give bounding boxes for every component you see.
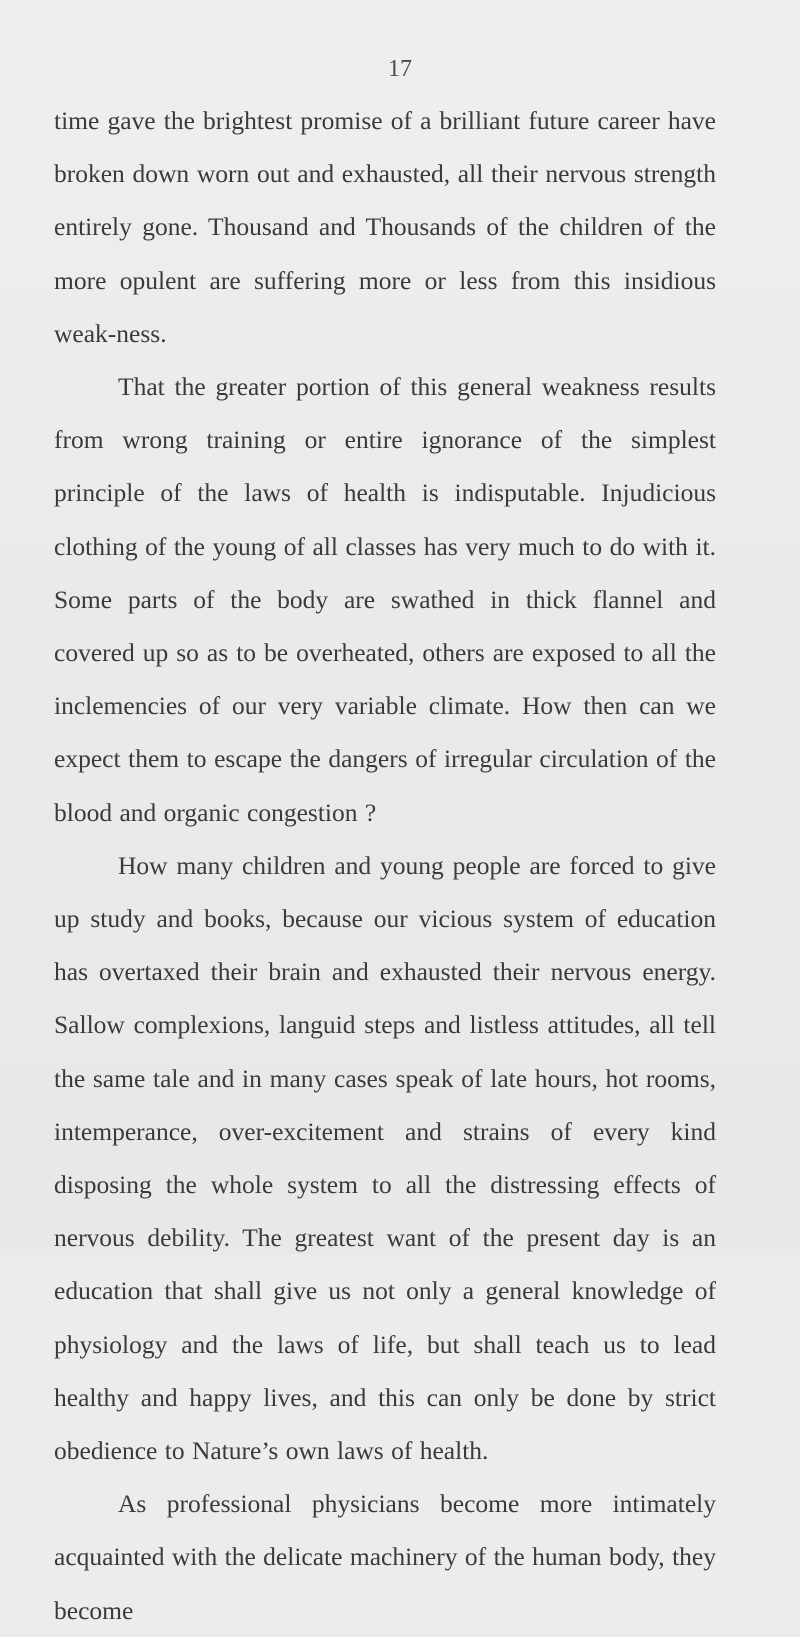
paragraph-general-weakness: That the greater portion of this general weakness results from wrong training or entire ignorance of the simplest principle of the laws of health is indisputable. Injudicious clothing of the young of all classes has very much to do with it. Some parts of the body are swathed in thick flannel and covered up so as to be overheated, others are exposed to all the inclemencies of our very variable climate. How then can we expect them to escape the dangers of irregular circulation of the blood and organic congestion ? <box>54 372 716 827</box>
page-number: 17 <box>388 56 412 82</box>
paragraph-education: How many children and young people are forced to give up study and books, because our vicious system of education has overtaxed their brain and exhausted their nervous energy. Sallow complexions, languid steps and listless attitudes, all tell the same tale and in many cases speak of late hours, hot rooms, intemperance, over-excitement and strains of every kind disposing the whole system to all the distressing effects of nervous debility. The greatest want of the present day is an education that shall give us not only a general knowledge of physiology and the laws of life, but shall teach us to lead healthy and happy lives, and this can only be done by strict obedience to Nature’s own laws of health. <box>54 850 716 1466</box>
body-text <box>54 94 716 1637</box>
paragraph-continued: time gave the brightest promise of a brilliant future career have broken down worn out and exhausted, all their nervous strength entirely gone. Thousand and Thousands of the children of the more opulent are suffering more or less from this insidious weak-ness. <box>54 106 716 348</box>
paragraph-physicians: As professional physicians become more intimately acquainted with the delicate machinery of the human body, they become <box>54 1489 716 1625</box>
